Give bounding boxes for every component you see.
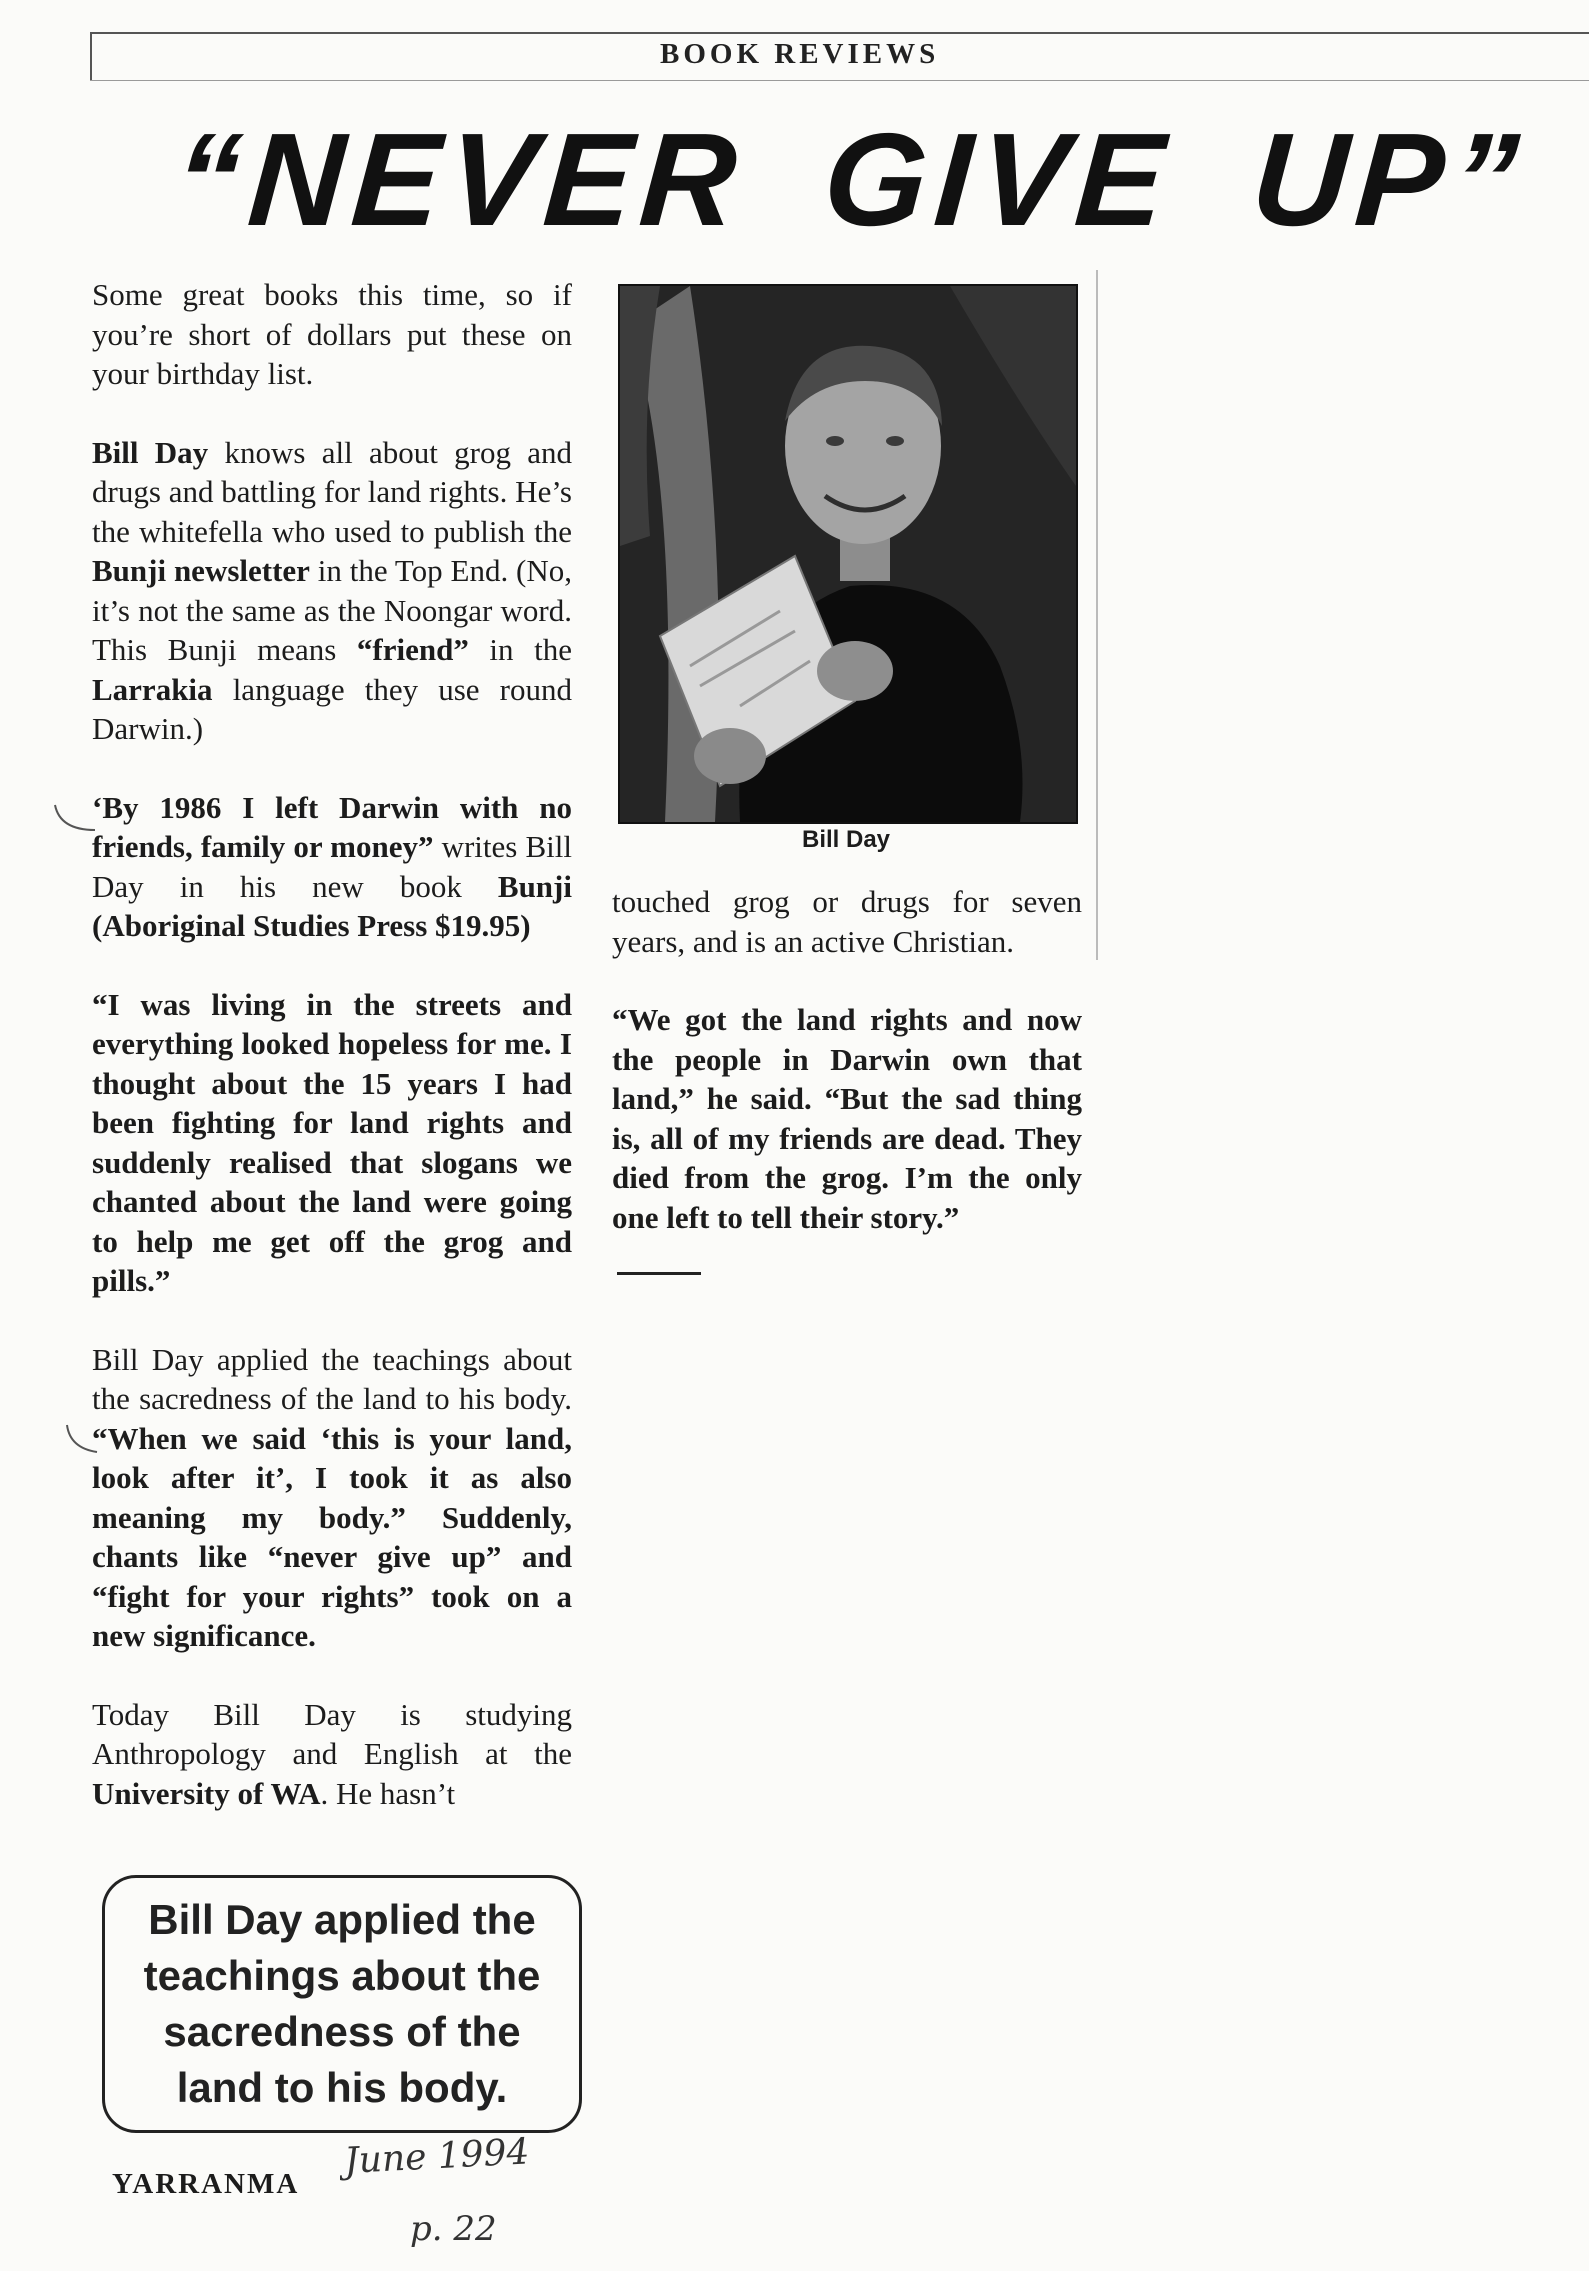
header-rule-tick [90,32,92,80]
section-label: BOOK REVIEWS [660,38,940,70]
margin-pencil-mark [50,800,100,840]
margin-pencil-mark [62,1420,102,1460]
handwritten-annotation [340,2128,570,2258]
text-run: Today Bill Day is studying Anthropology and English at the [92,1696,572,1771]
article-end-mark [617,1272,701,1275]
article-column-left [92,275,572,1852]
article-column-right [612,882,1082,1276]
header-rule-top [90,32,1589,34]
article-paragraph-intro: Some great books this time, so if you’re short of dollars put these on your birthday list. [92,277,572,391]
text-run: Bill Day applied the teachings about the sacredness of the land to his body. [92,1341,572,1416]
article-paragraph-land-rights-quote: “We got the land rights and now the people in Darwin own that land,” he said. “But the sad thing is, all of my friends are dead. They died from the grog. I’m the only one left to tell their story.” [612,1002,1082,1235]
portrait-illustration [620,286,1076,822]
text-run: in the [468,632,572,667]
headline: “NEVER GIVE UP” [169,106,1532,253]
text-run: in the Top End. (No, it’s not the same as the Noongar word. This Bunji means [92,553,572,667]
photo-caption: Bill Day [801,826,891,853]
text-run: . He hasn’t [320,1775,456,1811]
text-run: knows all about grog and drugs and battling for land rights. He’s the whitefella who used to publish the [92,434,572,549]
text-run: writes Bill Day in his new book [92,829,572,904]
publication-source: YARRANMA [112,2168,300,2200]
photo-column-rule [1096,270,1098,960]
university-name: University of WA [92,1775,321,1811]
article-paragraph-streets-quote: “I was living in the streets and everything looked hopeless for me. I thought about the 15 years I had been fighting for land rights and suddenly realised that slogans we chanted about the land were going to help me get off the grog and pills.” [92,986,572,1298]
name-bill-day: Bill Day [92,434,209,470]
article-paragraph-continued: touched grog or drugs for seven years, and is an active Christian. [612,884,1082,959]
header-rule-bottom [90,80,1589,81]
book-title: Bunji (Aboriginal Studies Press $19.95) [92,868,572,943]
handwritten-page: p. 22 [410,2209,497,2249]
pull-quote-text: Bill Day applied the teachings about the sacredness of the land to his body. [143,1896,541,2111]
text-run: language they use round Darwin.) [92,671,572,746]
handwritten-date: June 1994 [343,2131,531,2182]
pull-quote-box [102,1875,582,2133]
quote-1986: ‘By 1986 I left Darwin with no friends, family or money” [92,789,572,864]
article-paragraph-teachings [92,1340,572,1656]
bill-day-photo [618,284,1078,824]
term-bunji-newsletter: Bunji newsletter [92,553,310,588]
term-larrakia: Larrakia [92,671,213,707]
quote-body: “When we said ‘this is your land, look after it’, I took it as also meaning my body.” Suddenly, chants like “never give up” and “fight for your rights” took on a new significance. [92,1420,572,1653]
article-paragraph-bunji [92,433,572,749]
article-paragraph-today [92,1695,572,1814]
article-paragraph-1986 [92,788,572,946]
term-friend: “friend” [356,632,469,667]
